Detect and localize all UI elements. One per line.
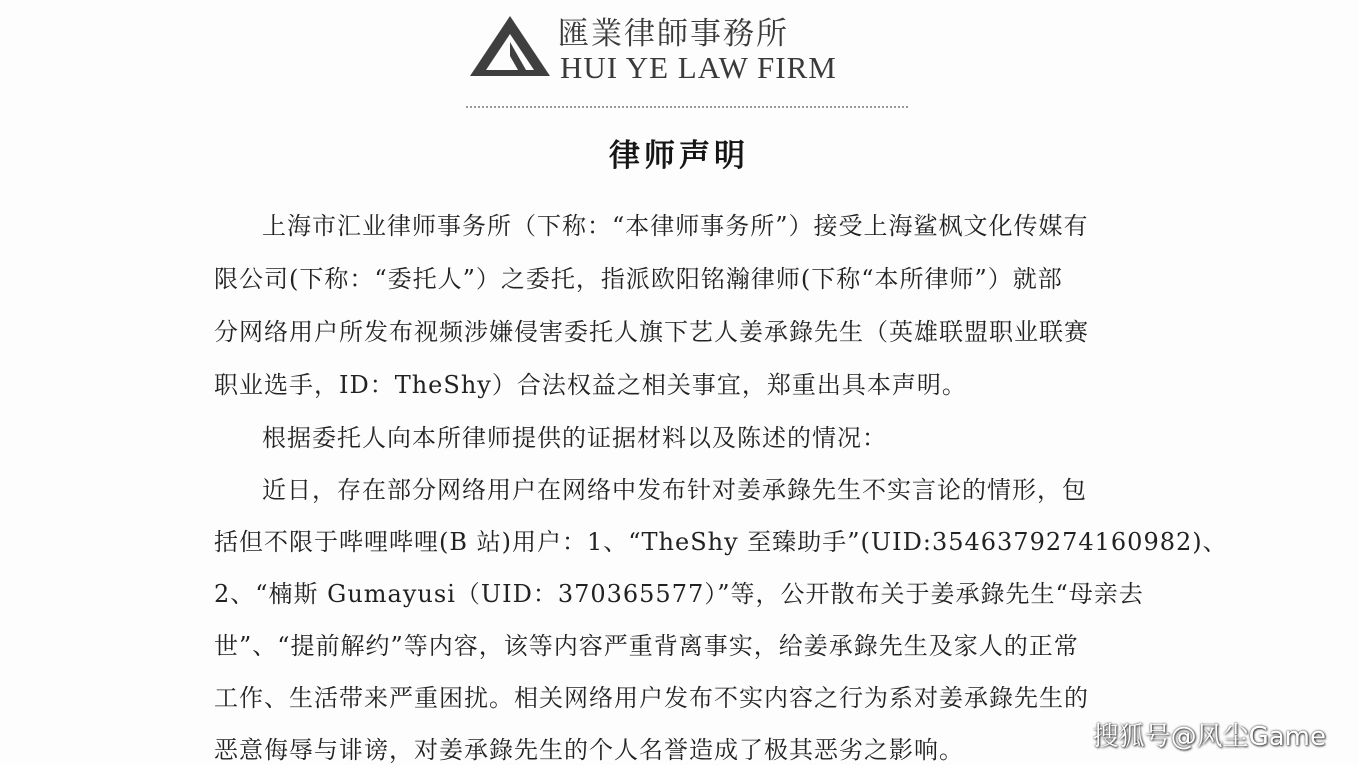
body-line: 近日，存在部分网络用户在网络中发布针对姜承錄先生不实言论的情形，包 — [262, 476, 1087, 504]
body-line: 恶意侮辱与诽谤，对姜承錄先生的个人名誉造成了极其恶劣之影响。 — [214, 736, 964, 764]
body-line: 职业选手，ID：TheShy）合法权益之相关事宜，郑重出具本声明。 — [214, 371, 967, 399]
body-line: 上海市汇业律师事务所（下称：“本律师事务所”）接受上海鲨枫文化传媒有 — [262, 212, 1089, 240]
firm-name-en: HUI YE LAW FIRM — [560, 50, 837, 85]
watermark-text: 搜狐号@风尘Game — [1092, 722, 1326, 752]
body-line: 分网络用户所发布视频涉嫌侵害委托人旗下艺人姜承錄先生（英雄联盟职业联赛 — [214, 318, 1089, 346]
body-line: 括但不限于哔哩哔哩(B 站)用户：1、“TheShy 至臻助手”(UID:3546379274160982)、 — [214, 528, 1228, 556]
firm-name-cn: 匯業律師事務所 — [558, 16, 789, 52]
body-line: 2、“楠斯 Gumayusi（UID：370365577）”等，公开散布关于姜承錄先生“母亲去 — [214, 580, 1144, 608]
body-line: 限公司(下称：“委托人”）之委托，指派欧阳铭瀚律师(下称“本所律师”）就部 — [214, 265, 1063, 293]
letterhead — [468, 6, 888, 86]
triangle-logo-icon — [468, 12, 552, 78]
body-line: 工作、生活带来严重困扰。相关网络用户发布不实内容之行为系对姜承錄先生的 — [214, 684, 1089, 712]
header-divider — [466, 106, 908, 108]
body-line: 世”、“提前解约”等内容，该等内容严重背离事实，给姜承錄先生及家人的正常 — [214, 632, 1079, 660]
document-title: 律师声明 — [609, 138, 749, 174]
body-line: 根据委托人向本所律师提供的证据材料以及陈述的情况： — [262, 424, 887, 452]
